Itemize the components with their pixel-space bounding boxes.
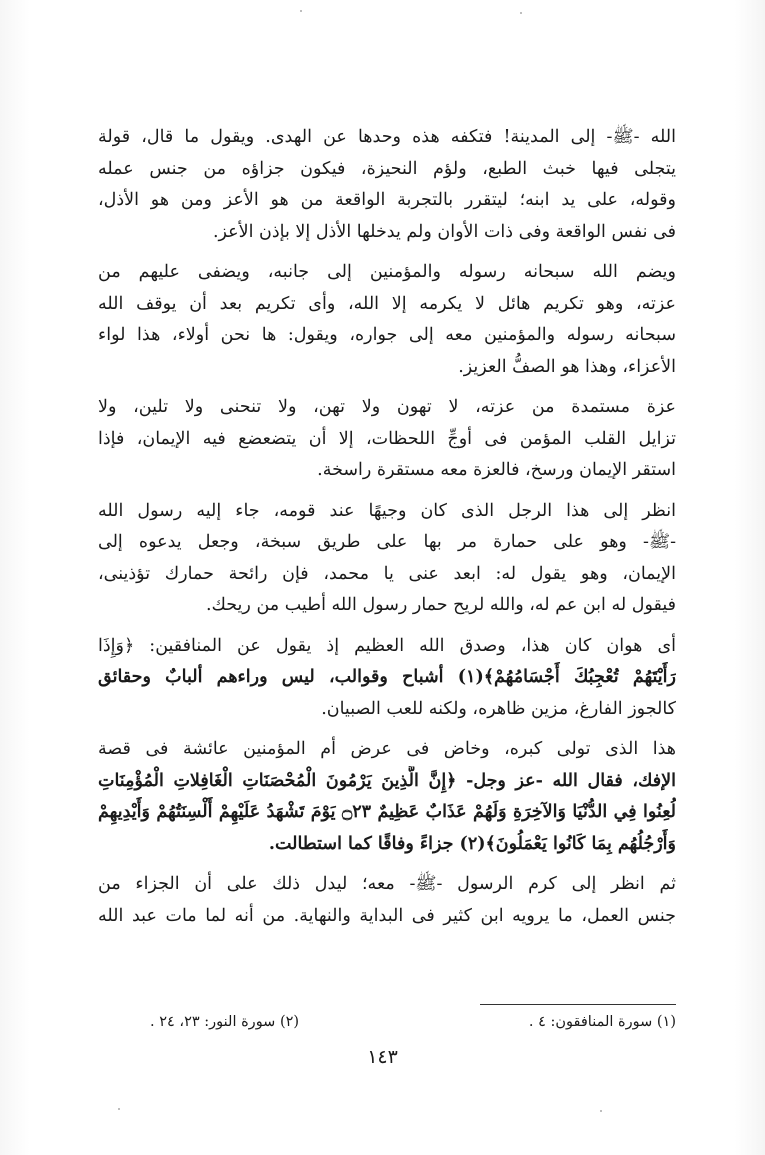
text-line: عزته، وهو تكريم هائل لا يكرمه إلا الله، وأى تكريم بعد أن يوقف الله bbox=[98, 293, 676, 314]
text-line: ويضم الله سبحانه رسوله والمؤمنين إلى جانبه، ويضفى عليهم من bbox=[98, 262, 676, 282]
text-line: وقوله، على يد ابنه؛ ليتقرر بالتجربة الواقعة من هو الأعز ومن هو الأذل، bbox=[98, 190, 676, 210]
quran-verse-line: الإفك، فقال الله -عز وجل- ﴿إِنَّ الَّذِينَ يَرْمُونَ الْمُحْصَنَاتِ الْغَافِلاتِ الْمُؤْمِنَاتِ bbox=[98, 770, 676, 791]
text-line: عزة مستمدة من عزته، لا تهون ولا تهن، ولا تنحنى ولا تلين، ولا bbox=[98, 397, 676, 417]
scan-speck bbox=[520, 12, 522, 14]
text-line: الله -ﷺ- إلى المدينة! فتكفه هذه وحدها عن الهدى. ويقول ما قال، قولة bbox=[98, 127, 676, 147]
text-line: استقر الإيمان ورسخ، فالعزة معه مستقرة راسخة. bbox=[317, 460, 676, 480]
paragraph-1 bbox=[98, 122, 676, 248]
text-line: أى هوان كان هذا، وصدق الله العظيم إذ يقول عن المنافقين: ﴿وَإِذَا bbox=[98, 635, 676, 656]
paragraph-5 bbox=[98, 631, 676, 726]
footnote-divider bbox=[480, 1004, 676, 1005]
text-line: الأعزاء، وهذا هو الصفُّ العزيز. bbox=[458, 356, 676, 377]
paragraph-6 bbox=[98, 734, 676, 860]
text-line: كالجوز الفارغ، مزين ظاهره، ولكنه للعب الصبيان. bbox=[321, 698, 676, 719]
footnote-1: (١) سورة المنافقون: ٤ . bbox=[528, 1014, 676, 1030]
paragraph-2 bbox=[98, 257, 676, 383]
text-line: فيقول له ابن عم له، والله لريح حمار رسول الله أطيب من ريحك. bbox=[205, 595, 676, 615]
paragraph-3 bbox=[98, 392, 676, 487]
quran-verse-line: لُعِنُوا فِي الدُّنْيَا وَالآخِرَةِ وَلَهُمْ عَذَابٌ عَظِيمٌ ۝٢٣ يَوْمَ تَشْهَدُ عَلَيْهِمْ أَلْسِنَتُهُمْ وَأَيْدِيهِمْ bbox=[98, 802, 676, 822]
scan-speck bbox=[118, 1108, 120, 1110]
paragraph-4 bbox=[98, 496, 676, 622]
scan-speck bbox=[600, 1110, 602, 1112]
scan-speck bbox=[300, 10, 302, 12]
page-number: ١٤٣ bbox=[367, 1046, 398, 1068]
quran-verse-line: وَأَرْجُلُهُم بِمَا كَانُوا يَعْمَلُونَ﴾(٢) جزاءً وفاقًا كما استطالت. bbox=[268, 833, 676, 854]
text-line: ثم انظر إلى كرم الرسول -ﷺ- معه؛ ليدل ذلك على أن الجزاء من bbox=[98, 874, 676, 894]
text-line: سبحانه رسوله والمؤمنين معه إلى جواره، ويقول: ها نحن أولاء، هذا لواء bbox=[98, 325, 676, 345]
text-line: يتجلى فيها خبث الطبع، ولؤم النحيزة، فيكون جزاؤه من جنس عمله bbox=[98, 158, 676, 179]
footnotes bbox=[150, 1012, 676, 1032]
text-line: -ﷺ- وهو على حمارة مر بها على طريق سبخة، وجعل يدعوه إلى bbox=[98, 532, 676, 552]
text-line: هذا الذى تولى كبره، وخاض فى عرض أم المؤمنين عائشة فى قصة bbox=[98, 739, 676, 759]
text-line: انظر إلى هذا الرجل الذى كان وجيهًا عند قومه، جاء إليه رسول الله bbox=[98, 500, 676, 521]
text-line: الإيمان، وهو يقول له: ابعد عنى يا محمد، فإن رائحة حمارك تؤذينى، bbox=[98, 563, 676, 584]
text-line: فى نفس الواقعة وفى ذات الأوان ولم يدخلها الأذل إلا بإذن الأعز. bbox=[212, 221, 676, 242]
quran-verse-line: رَأَيْتَهُمْ تُعْجِبُكَ أَجْسَامُهُمْ﴾(١) أشباح وقوالب، ليس وراءهم ألبابٌ وحقائق bbox=[98, 667, 676, 687]
body-text bbox=[98, 122, 676, 941]
paragraph-7 bbox=[98, 869, 676, 932]
text-line: جنس العمل، ما يرويه ابن كثير فى البداية والنهاية. من أنه لما مات عبد الله bbox=[98, 905, 676, 926]
footnote-2: (٢) سورة النور: ٢٣، ٢٤ . bbox=[150, 1014, 300, 1030]
text-line: تزايل القلب المؤمن فى أوجِّ اللحظات، إلا أن يتضعضع فيه الإيمان، فإذا bbox=[98, 428, 676, 449]
